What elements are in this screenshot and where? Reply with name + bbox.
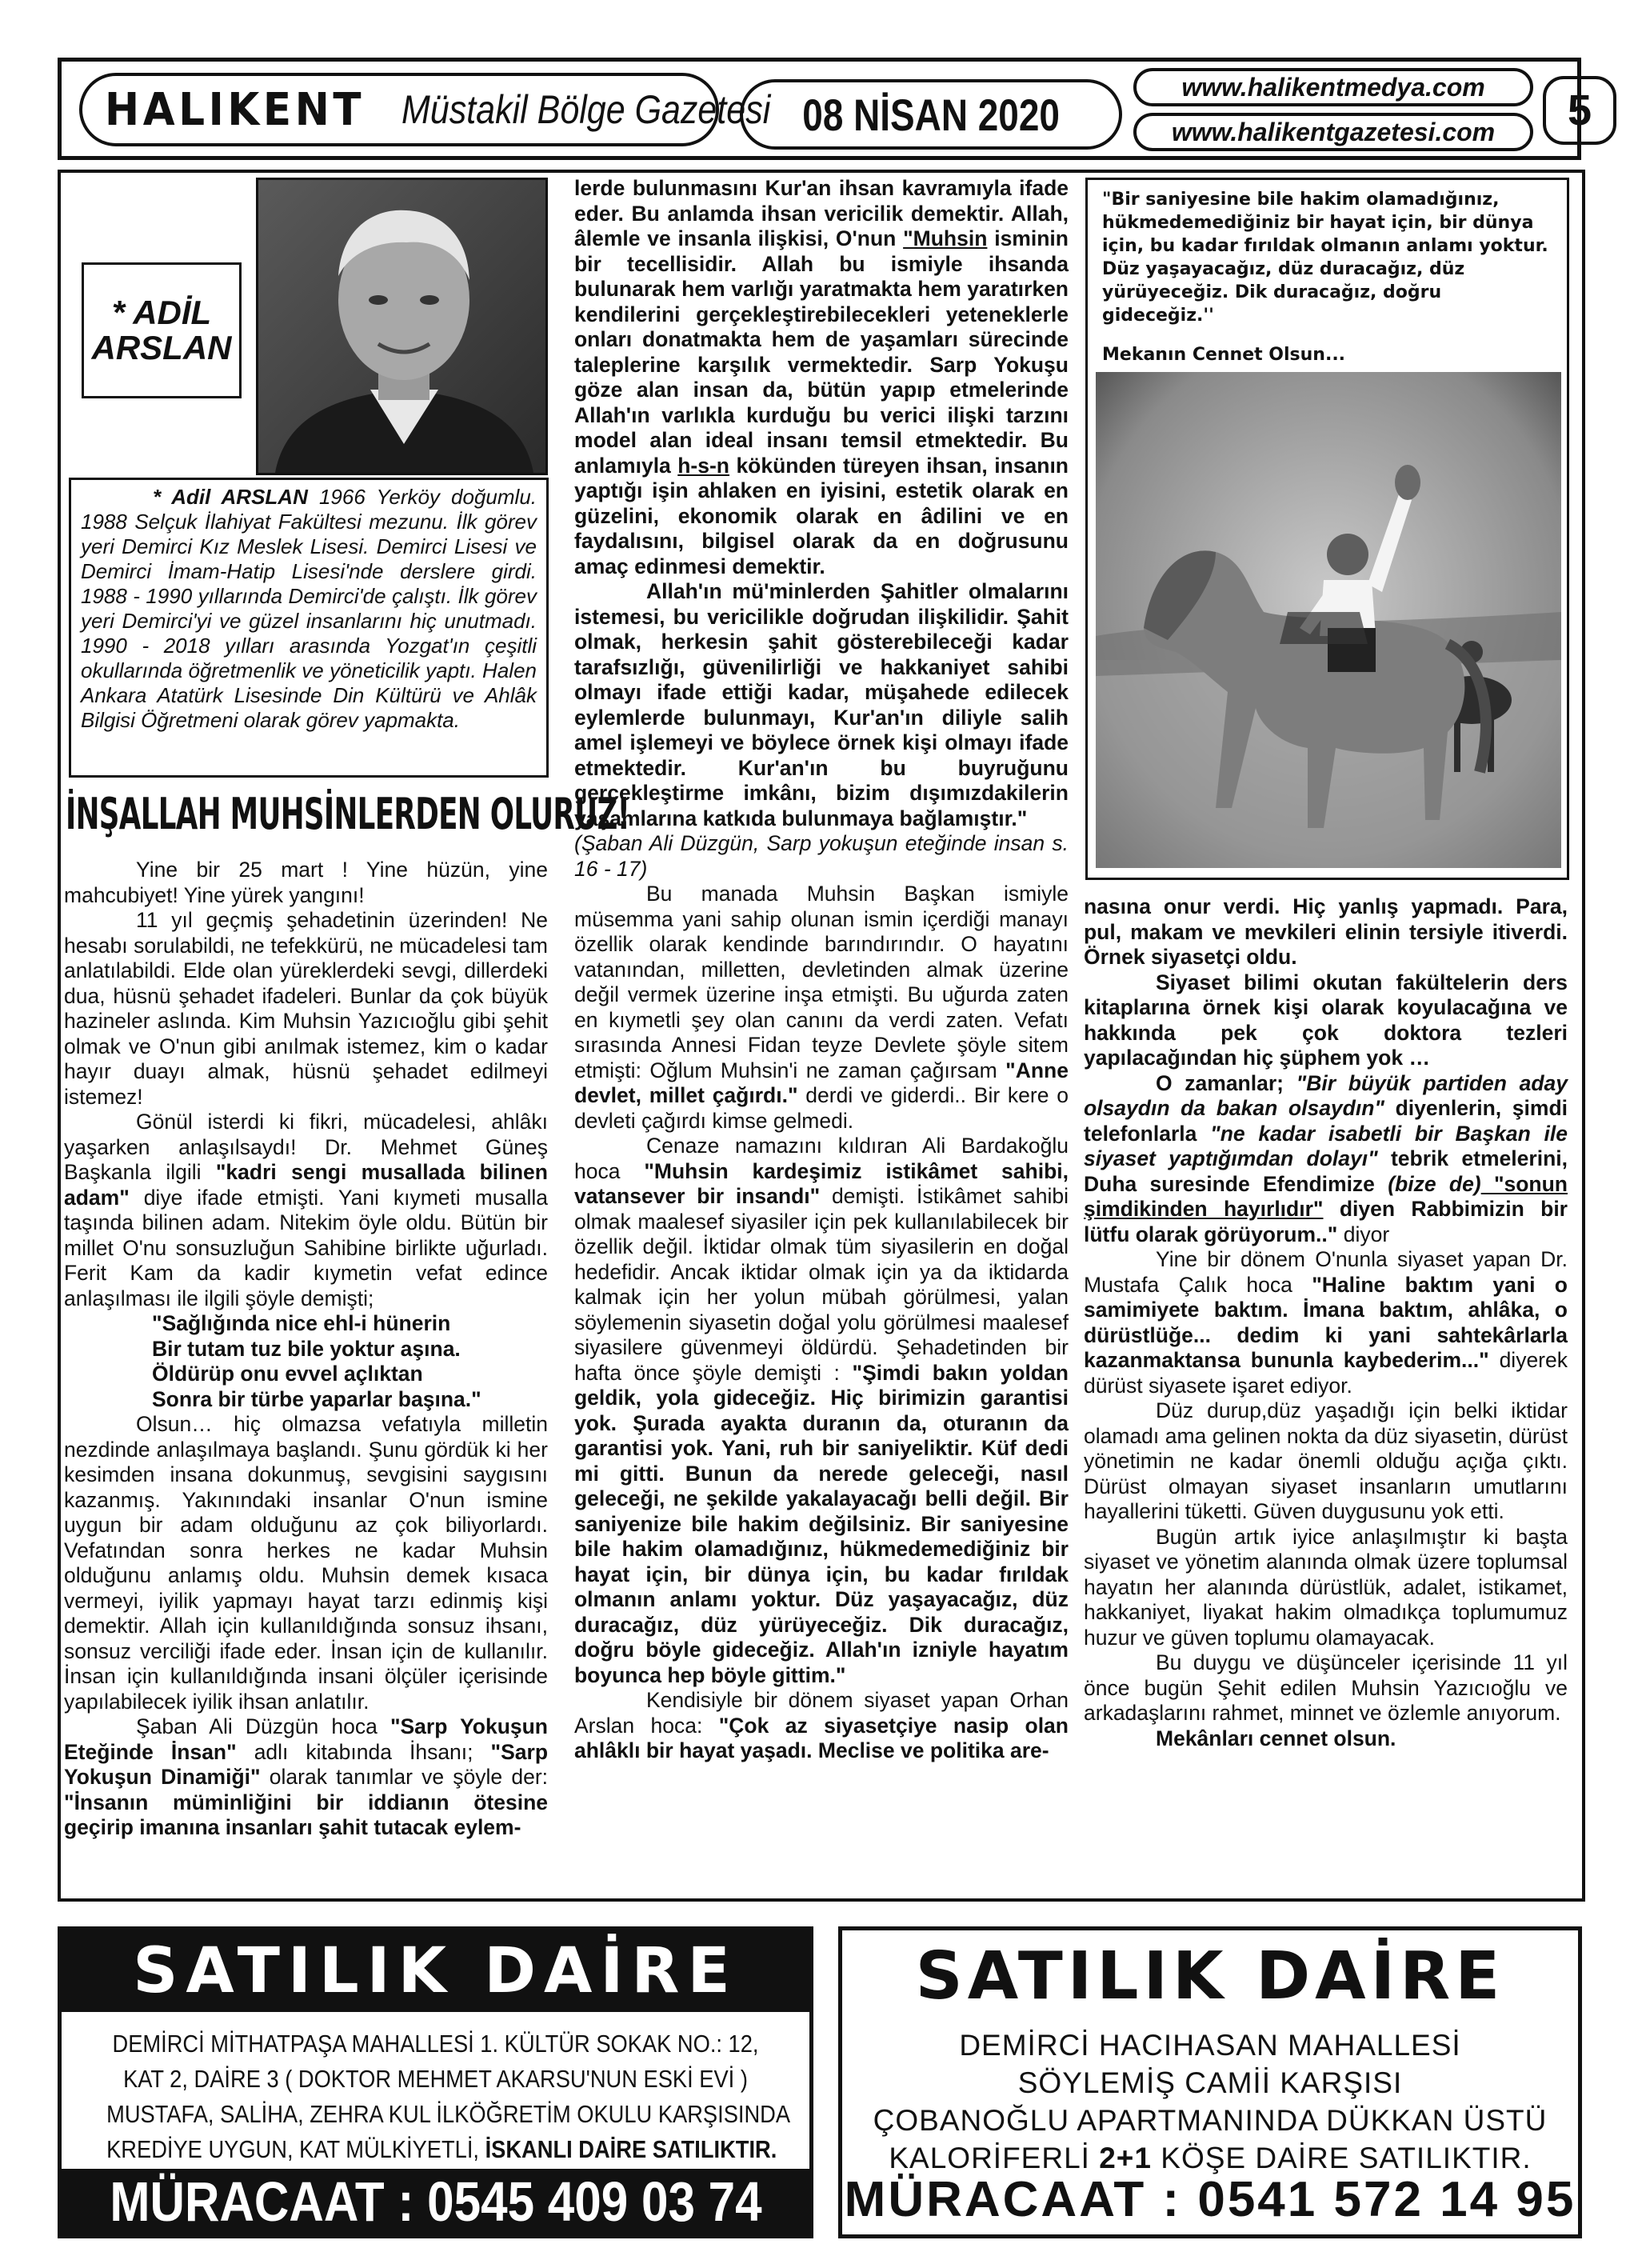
- paragraph: [1084, 1071, 1568, 1248]
- text-run: isminin bir tecellisidir. Allah bu ismiyle ihsanda bulunarak hem varlığı yaratmakta hem yaratırken kendilerini gerçekleştirebilecekleri yeteneklerle onları donatmakta hem de yaşamları sürecinde taleplerine karşılık vermektedir. Sarp Yokuşu göze alan insan da, bütün yapıp etmelerinde Allah'ın varlıkla kurduğu bu verici ilişki tarzını model alan ideal insanı temsil etmektedir. Bu anlamıyla: [574, 226, 1069, 478]
- quote-text: "Bir saniyesine bile hakim olamadığınız, hükmedemediğiniz bir hayat için, bir dünya için, bu kadar fırıldak olmanın anlamı yoktur. Düz yaşayacağız, düz duracağız, düz yürüyeceğiz. Dik duracağız, doğru gideceğiz.'': [1102, 190, 1548, 326]
- author-name-line2: ARSLAN: [91, 329, 232, 366]
- paragraph: Allah'ın mü'minlerden Şahitler olmalarını istemesi, bu vericilikle doğrudan ilişkilidir. Şahit olmak, herkesin şahit gösterebileceği kadar tarafsızlığı, güvenilirliği ve hakkaniyet sahibi olmayı ifade ettiği kadar, müşahede edilecek eylemlerde bulunmayı, Kur'an'ın diliyle salih amel işlemeyi ve böylece örnek kişi olmayı ifade etmektedir. Kur'an'ın bu buyruğunu gerçekleştirme imkânı, bizim dışımızdakilerin yaşamlarına katkıda bulunmaya bağlamıştır.": [574, 579, 1069, 830]
- ad-line-bold: 2+1: [1099, 2142, 1152, 2174]
- ad-line-text: KAT 2, DAİRE 3 ( DOKTOR MEHMET AKARSU'NUN ESKİ EVİ ): [123, 2065, 748, 2093]
- paragraph: [64, 1110, 548, 1311]
- author-portrait-image: [258, 180, 548, 475]
- website-link-2[interactable]: www.halikentgazetesi.com: [1133, 113, 1533, 151]
- classified-ad-left: [58, 1926, 813, 2238]
- paragraph: [574, 176, 1069, 579]
- ad-phone[interactable]: MÜRACAAT : 0541 572 14 95: [844, 2172, 1576, 2227]
- rider-on-horse-photo: [1096, 372, 1561, 868]
- paragraph: nasına onur verdi. Hiç yanlış yapmadı. Para, pul, makam ve mevkileri elinin tersiyle itiverdi. Örnek siyasetçi oldu.: [1084, 894, 1568, 969]
- bold-quote: "İnsanın müminliğini bir iddianın ötesine geçirip imanına insanları şahit tutacak eylem-: [64, 1790, 548, 1839]
- paragraph: [574, 1134, 1069, 1688]
- text-run: Bu manada Muhsin Başkan ismiyle müsemma yani sahip olunan ismin içerdiği manayı özellik olarak kendinde barındırındır. O hayatını vatanından, milletten, devletinden almak üzerine değil vermek üzerine inşa etmişti. Bu uğurda zaten en kıymetli şey olan canını da verdi zaten. Vefatı sırasında Annesi Fidan teyze Devlete şöyle sitem etmişti: Oğlum Muhsin'i ne zaman çağırsam: [574, 882, 1069, 1082]
- paragraph: [574, 1688, 1069, 1764]
- text-run: diye ifade etmişti. Yani kıymeti musalla taşında bilinen adam. Nitekim öyle oldu. Bütün bir millet O'nu sonsuzluğun Sahibine birlikte uğurladı. Ferit Kam da kadir kıymetin vefat edince anlaşılması ile ilgili şöyle demişti;: [64, 1185, 548, 1310]
- ad-line-text: KÖŞE DAİRE SATILIKTIR.: [1151, 2142, 1532, 2174]
- text-run: tebrik etmelerini, Duha suresinde Efendimize: [1084, 1146, 1568, 1196]
- article-column-2: [574, 176, 1069, 1764]
- ad-details: [842, 2026, 1578, 2177]
- text-run: Yine bir dönem O'nunla siyaset yapan Dr. Mustafa Çalık hoca: [1084, 1247, 1568, 1297]
- underlined-text: "sonun şimdikinden hayırlıdır": [1084, 1171, 1568, 1221]
- ad-line: ÇOBANOĞLU APARTMANINDA DÜKKAN ÜSTÜ: [873, 2104, 1548, 2137]
- paragraph: 11 yıl geçmiş şehadetinin üzerinden! Ne hesabı sorulabildi, ne tefekkürü, ne mücadelesi tam anlatılabildi. Elde olan yüreklerdeki sevgi, dillerdeki dua, hüsnü şehadet ifadeleri. Bunlar da çok büyük hazineler aslında. Kim Muhsin Yazıcıoğlu gibi şehit olmak ve O'nun gibi anılmak istemez, kim o kadar hayır duayı almak, hüsnü şehadet edilmeyi istemez!: [64, 908, 548, 1109]
- bold-quote: "Sarp Yokuşun Dinamiği": [64, 1739, 549, 1789]
- author-name-line1: * ADİL: [111, 294, 212, 331]
- article-column-1: [64, 858, 548, 1841]
- paragraph: [574, 882, 1069, 1134]
- bold-quote: "Sarp Yokuşun Eteğinde İnsan": [64, 1714, 548, 1764]
- ad-line: SÖYLEMİŞ CAMİİ KARŞISI: [1017, 2066, 1403, 2099]
- text-run: Şaban Ali Düzgün hoca: [136, 1714, 390, 1738]
- text-run: O zamanlar;: [1156, 1070, 1296, 1095]
- italic-quote: "ne kadar isabetli bir Başkan ile siyaset yaptığımdan dolayı": [1084, 1121, 1568, 1170]
- ad-line-text: KALORİFERLİ: [889, 2142, 1100, 2174]
- text-run: lerde bulunmasını Kur'an ihsan kavramıyla ifade eder. Bu anlamda ihsan vericilik demektir. Allah, âlemle ve insanla ilişkisi, O'nun: [574, 176, 1069, 250]
- author-bio: [69, 478, 549, 778]
- poem-line: Sonra bir türbe yaparlar başına.": [152, 1386, 481, 1411]
- ad-line-text: KREDİYE UYGUN, KAT MÜLKİYETLİ,: [106, 2135, 485, 2163]
- text-run: diyor: [1337, 1222, 1390, 1246]
- text-run: Gönül isterdi ki fikri, mücadelesi, ahlâkı yaşarken anlaşılsaydı! Dr. Mehmet Güneş Başkanla ilgili: [64, 1110, 548, 1184]
- text-run: kökünden türeyen ihsan, insanın yaptığı işin ahlaken en iyisini, estetik olarak en güzelini, ekonomik olarak en âdilini ve en faydalısını, bilgisel olarak da en doğrusunu amaç edinmesi demektir.: [574, 453, 1069, 578]
- ad-phone[interactable]: [62, 2169, 809, 2234]
- issue-date: 08 NİSAN 2020: [802, 89, 1060, 140]
- italic-quote: "Bir büyük partiden aday olsaydın da bakan olsaydın": [1084, 1070, 1568, 1120]
- author-bio-text: 1966 Yerköy doğumlu. 1988 Selçuk İlahiyat Fakültesi mezunu. İlk görev yeri Demirci Kız Meslek Lisesi. Demirci Lisesi ve Demirci İmam-Hatip Lisesi'nde derslere girdi. 1988 - 1990 yıllarında Demirci'de çalıştı. İlk görev yeri Demirci'yi ve güzel insanlarını hiç unutmadı. 1990 - 2018 yılları arasında Yozgat'ın çeşitli okullarında öğretmenlik ve yöneticilik yaptı. Halen Ankara Atatürk Lisesinde Din Kültürü ve Ahlâk Bilgisi Öğretmeni olarak görev yapmakta.: [81, 485, 537, 732]
- newspaper-name: HALIKENT: [105, 83, 366, 136]
- poem-line: Bir tutam tuz bile yoktur aşına.: [152, 1336, 461, 1361]
- ad-line: [106, 2062, 765, 2097]
- text-run: olarak tanımlar ve şöyle der:: [260, 1765, 549, 1789]
- website-link-1[interactable]: www.halikentmedya.com: [1133, 68, 1533, 106]
- bold-quote: "kadri sengi musallada bilinen adam": [64, 1160, 548, 1210]
- author-name-box: [82, 262, 242, 398]
- ad-line: MUSTAFA, SALİHA, ZEHRA KUL İLKÖĞRETİM OKULU KARŞISINDA: [106, 2100, 791, 2128]
- bold-quote: "Anne devlet, millet çağırdı.": [574, 1058, 1069, 1107]
- paragraph: Bugün artık iyice anlaşılmıştır ki başta siyaset ve yönetim alanında olmak üzere toplumsal hayatın her alanında dürüstlük, adalet, istikamet, hakkaniyet, liyakat hakim olmadıkça toplumumuz huzur ve güven toplumu olamayacak.: [1084, 1524, 1568, 1650]
- author-photo: [256, 178, 548, 475]
- paragraph: Olsun… hiç olmazsa vefatıyla milletin nezdinde anlaşılmaya başlandı. Şunu gördük ki her kesimden insana dokunmuş, sevgisini saygısını kazanmış. Yakınındaki insanlar O'nun ismine uygun bir adam olduğunu az çok biliyorlardı. Vefatından sonra herkes ne kadar Muhsin olduğunu anlamış oldu. Muhsin demek kısaca vermeyi, iyilik yapmayı hayat tarzı edinmiş kişi demektir. Allah için kullanıldığında sonsuz ihsanı, sonsuz verciliği ifade eder. İnsan için de kullanılır. İnsan için kullanıldığında insani ölçüler içerisinde yapılabilecek iyilik ihsan anlatılır.: [64, 1412, 548, 1714]
- text-run: diyen Rabbimizin bir lütfu olarak görüyorum..": [1084, 1197, 1568, 1246]
- paragraph: [1084, 1247, 1568, 1398]
- ad-title: SATILIK DAİRE: [62, 1930, 809, 2012]
- newspaper-tagline: Müstakil Bölge Gazetesi: [402, 87, 771, 132]
- ad-line: DEMİRCİ HACIHASAN MAHALLESİ: [959, 2029, 1461, 2062]
- poem-line: Öldürüp onu evvel açlıktan: [152, 1362, 423, 1386]
- underlined-text: h-s-n: [677, 453, 729, 478]
- article-column-3: [1084, 894, 1568, 1751]
- text-run: diyerek dürüst siyasete işaret ediyor.: [1084, 1348, 1568, 1398]
- ad-line-bold: İSKANLI DAİRE SATILIKTIR.: [485, 2135, 777, 2163]
- text-run: Kendisiyle bir dönem siyaset yapan Orhan Arslan hoca:: [574, 1688, 1069, 1738]
- text-run: demişti. İstikâmet sahibi olmak maalesef siyasiler için pek kullanılabilecek bir özellik değil. İktidar olmak tüm siyasilerin en doğal hedefidir. Ancak iktidar olmak için ya da iktidarda kalmak için her yolun mübah görülmesi, yalan söylemenin siyasetin doğal yolu görülmesi maalesef siyasilere güvenmeyi öldürdü. Şehadetinden bir hafta önce şöyle demişti :: [574, 1184, 1069, 1385]
- italic-quote: (bize de): [1388, 1171, 1481, 1196]
- quote-signature: Mekanın Cennet Olsun...: [1102, 345, 1346, 365]
- bold-quote: "Haline baktım yani o samimiyete baktım. İmana baktım, ahlâka, o dürüstlüğe... dedim ki yani sahtekârlarla kazanmaktansa bununla kaybederim...": [1084, 1272, 1568, 1372]
- quote-image-box: [1085, 178, 1569, 880]
- text-run: derdi ve giderdi.. Bir kere o devleti çağırdı kimse gelmedi.: [574, 1083, 1069, 1133]
- ad-title: SATILIK DAİRE: [915, 1938, 1505, 2014]
- bold-quote: "Muhsin kardeşimiz istikâmet sahibi, vatansever bir insandı": [574, 1158, 1069, 1208]
- ad-details: [62, 2026, 809, 2167]
- citation: (Şaban Ali Düzgün, Sarp yokuşun eteğinde insan s. 16 - 17): [574, 831, 1069, 881]
- poem-line: "Sağlığında nice ehl-i hünerin: [152, 1311, 451, 1335]
- closing-line: Mekânları cennet olsun.: [1156, 1726, 1396, 1750]
- ad-phone-text: MÜRACAAT : 0545 409 03 74: [109, 2170, 762, 2233]
- ad-line: [106, 2132, 777, 2167]
- paragraph: Yine bir 25 mart ! Yine hüzün, yine mahcubiyet! Yine yürek yangını!: [64, 858, 548, 907]
- text-run: Cenaze namazını kıldıran Ali Bardakoğlu hoca: [574, 1134, 1069, 1183]
- classified-ad-right: [838, 1926, 1582, 2238]
- paragraph: Düz durup,düz yaşadığı için belki iktidar olamadı ama gelinen nokta da düz siyasetin, dürüst yönetimin ne kadar önemli olduğu açığa çıktı. Dürüst olmayan siyaset insanların umutlarını hayallerini tüketti. Güven duygusunu yok etti.: [1084, 1398, 1568, 1523]
- paragraph: [64, 1714, 548, 1841]
- bold-quote: "Çok az siyasetçiye nasip olan ahlâklı bir hayat yaşadı. Meclise ve politika are-: [574, 1713, 1069, 1762]
- text-run: diyenlerin, şimdi telefonlarla: [1084, 1096, 1568, 1146]
- text-run: adlı kitabında İhsanı;: [236, 1739, 491, 1764]
- paragraph: Siyaset bilimi okutan fakültelerin ders kitaplarına örnek kişi olarak koyulacağına ve hakkında pek çok doktora tezleri yapılacağından hiç şüphem yok …: [1084, 970, 1568, 1070]
- bold-quote: "Şimdi bakın yoldan geldik, yola gideceğiz. Hiç birimizin garantisi yok. Şurada ayakta duranın da, oturanın da garantisi yok. Yani, ruh bir saniyeliktir. Küf dedi mi gitti. Bunun da nerede geleceği, nasıl geleceği, ne şekilde yakalayacağı belli değil. Bir saniyenize bile hakim değilsiniz. Bir saniyesine bile hakim olamadığınız, hükmedemediğiniz bir hayat için, bir dünya için, bu kadar fırıldak olmanın anlamı yoktur. Düz yaşayacağız, düz duracağız, düz yürüyeceğiz. Dik duracağız, doğru böyle gideceğiz. Allah'ın izniyle hayatım boyunca hep böyle gittim.": [574, 1360, 1069, 1687]
- page-number: 5: [1543, 76, 1616, 145]
- underlined-text: "Muhsin: [903, 226, 988, 250]
- ad-line: DEMİRCİ MİTHATPAŞA MAHALLESİ 1. KÜLTÜR SOKAK NO.: 12,: [112, 2030, 759, 2058]
- article-headline: İNŞALLAH MUHSİNLERDEN OLURUZ!: [66, 789, 630, 839]
- horse-photo-image: [1096, 372, 1561, 868]
- author-bio-lead: * Adil ARSLAN: [153, 485, 308, 509]
- paragraph: Bu duygu ve düşünceler içerisinde 11 yıl önce bugün Şehit edilen Muhsin Yazıcıoğlu ve arkadaşlarını rahmet, minnet ve özlemle anıyorum.: [1084, 1650, 1568, 1725]
